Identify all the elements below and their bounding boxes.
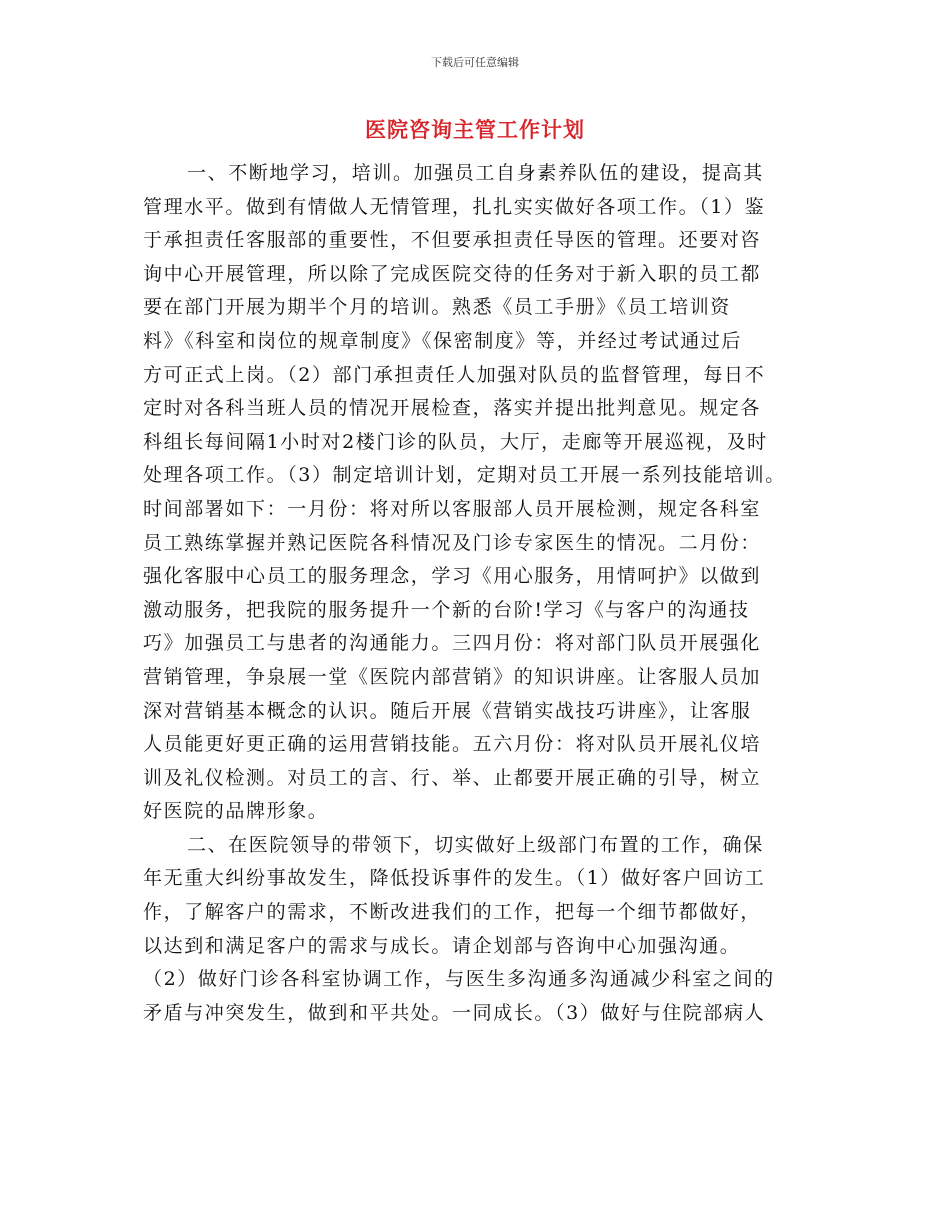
text-line: 时间部署如下：一月份：将对所以客服部人员开展检测，规定各科室 bbox=[143, 497, 762, 520]
text-line: 训及礼仪检测。对员工的言、行、举、止都要开展正确的引导，树立 bbox=[143, 766, 762, 789]
text-line: 于承担责任客服部的重要性，不但要承担责任导医的管理。还要对咨 bbox=[143, 229, 762, 252]
paragraph-1 bbox=[143, 157, 823, 829]
document-body bbox=[143, 157, 823, 1030]
text-line: 年无重大纠纷事故发生，降低投诉事件的发生。（1）做好客户回访工 bbox=[143, 867, 766, 890]
text-line: 作，了解客户的需求，不断改进我们的工作，把每一个细节都做好， bbox=[143, 901, 762, 924]
text-line: 方可正式上岗。（2）部门承担责任人加强对队员的监督管理，每日不 bbox=[143, 363, 766, 386]
paragraph-2 bbox=[143, 829, 823, 1031]
text-line: 处理各项工作。（3）制定培训计划，定期对员工开展一系列技能培训。 bbox=[143, 464, 786, 487]
text-line: 料》《科室和岗位的规章制度》《保密制度》等，并经过考试通过后 bbox=[143, 329, 743, 352]
header-note: 下载后可任意编辑 bbox=[431, 56, 519, 69]
text-line: 深对营销基本概念的认识。随后开展《营销实战技巧讲座》，让客服 bbox=[143, 699, 752, 722]
text-line: 要在部门开展为期半个月的培训。熟悉《员工手册》《员工培训资 bbox=[143, 296, 731, 319]
text-line: 管理水平。做到有情做人无情管理，扎扎实实做好各项工作。（1）鉴 bbox=[143, 195, 766, 218]
text-line: 定时对各科当班人员的情况开展检查，落实并提出批判意见。规定各 bbox=[143, 397, 762, 420]
text-line: 一、不断地学习，培训。加强员工自身素养队伍的建设，提高其 bbox=[187, 162, 764, 184]
text-line: 询中心开展管理，所以除了完成医院交待的任务对于新入职的员工都 bbox=[143, 262, 762, 285]
text-line: （2）做好门诊各科室协调工作，与医生多沟通多沟通减少科室之间的 bbox=[143, 968, 775, 991]
text-line: 人员能更好更正确的运用营销技能。五六月份：将对队员开展礼仪培 bbox=[143, 733, 762, 756]
text-line: 以达到和满足客户的需求与成长。请企划部与咨询中心加强沟通。 bbox=[143, 934, 741, 957]
text-line: 员工熟练掌握并熟记医院各科情况及门诊专家医生的情况。二月份： bbox=[143, 531, 762, 554]
text-line: 强化客服中心员工的服务理念，学习《用心服务，用情呵护》以做到 bbox=[143, 565, 762, 588]
text-line: 好医院的品牌形象。 bbox=[143, 800, 329, 823]
text-line: 巧》加强员工与患者的沟通能力。三四月份：将对部门队员开展强化 bbox=[143, 632, 762, 655]
text-line: 激动服务，把我院的服务提升一个新的台阶!学习《与客户的沟通技 bbox=[143, 598, 750, 621]
document-title: 医院咨询主管工作计划 bbox=[365, 117, 585, 142]
text-line: 营销管理，争泉展一堂《医院内部营销》的知识讲座。让客服人员加 bbox=[143, 665, 762, 688]
text-line: 二、在医院领导的带领下，切实做好上级部门布置的工作，确保 bbox=[187, 833, 764, 856]
text-line: 矛盾与冲突发生，做到和平共处。一同成长。（3）做好与住院部病人 bbox=[143, 1001, 766, 1024]
text-line: 科组长每间隔1小时对2楼门诊的队员，大厅，走廊等开展巡视，及时 bbox=[143, 430, 768, 453]
